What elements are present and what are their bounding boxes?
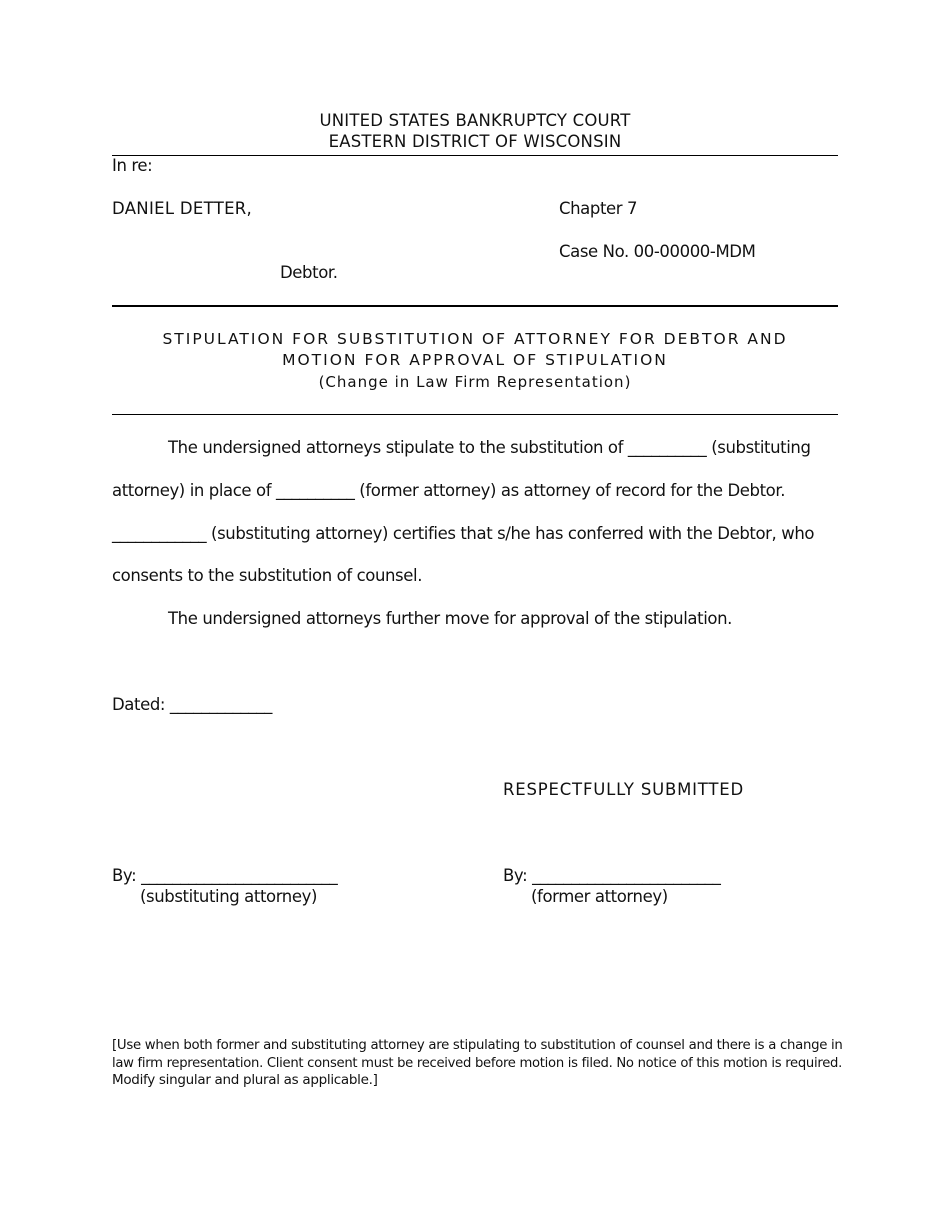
body-line-4: consents to the substitution of counsel. [112,566,423,585]
case-number: Case No. 00-00000-MDM [559,242,756,261]
chapter-label: Chapter 7 [559,199,638,218]
court-name: UNITED STATES BANKRUPTCY COURT [319,111,631,130]
in-re-label: In re: [112,156,153,175]
body-line-5: The undersigned attorneys further move for approval of the stipulation. [168,609,732,628]
document-subtitle: (Change in Law Firm Representation) [318,373,632,391]
document-title-line2: MOTION FOR APPROVAL OF STIPULATION [282,351,668,369]
body-line-3: ____________ (substituting attorney) certifies that s/he has conferred with the Debtor, who [112,524,815,543]
right-signature-label: (former attorney) [531,887,668,906]
document-title-line1: STIPULATION FOR SUBSTITUTION OF ATTORNEY FOR DEBTOR AND [162,330,788,348]
caption-bottom-rule [112,305,838,307]
left-signature-label: (substituting attorney) [140,887,318,906]
debtor-name: DANIEL DETTER, [112,199,253,218]
usage-note-line3: Modify singular and plural as applicable.] [112,1072,378,1088]
title-bottom-rule [112,414,838,415]
court-district: EASTERN DISTRICT OF WISCONSIN [328,132,622,151]
debtor-label: Debtor. [280,263,338,282]
usage-note-line1: [Use when both former and substituting attorney are stipulating to substitution of counsel and there is a change in [112,1037,843,1053]
body-line-2: attorney) in place of __________ (former attorney) as attorney of record for the Debtor. [112,481,786,500]
respectfully-submitted: RESPECTFULLY SUBMITTED [503,780,744,799]
usage-note-line2: law firm representation. Client consent must be received before motion is filed. No notice of this motion is required. [112,1055,842,1071]
dated-field: Dated: _____________ [112,695,272,714]
body-line-1: The undersigned attorneys stipulate to the substitution of __________ (substituting [168,438,811,457]
right-signature-line: By: ________________________ [503,866,721,885]
caption-top-rule [112,155,838,156]
left-signature-line: By: _________________________ [112,866,338,885]
